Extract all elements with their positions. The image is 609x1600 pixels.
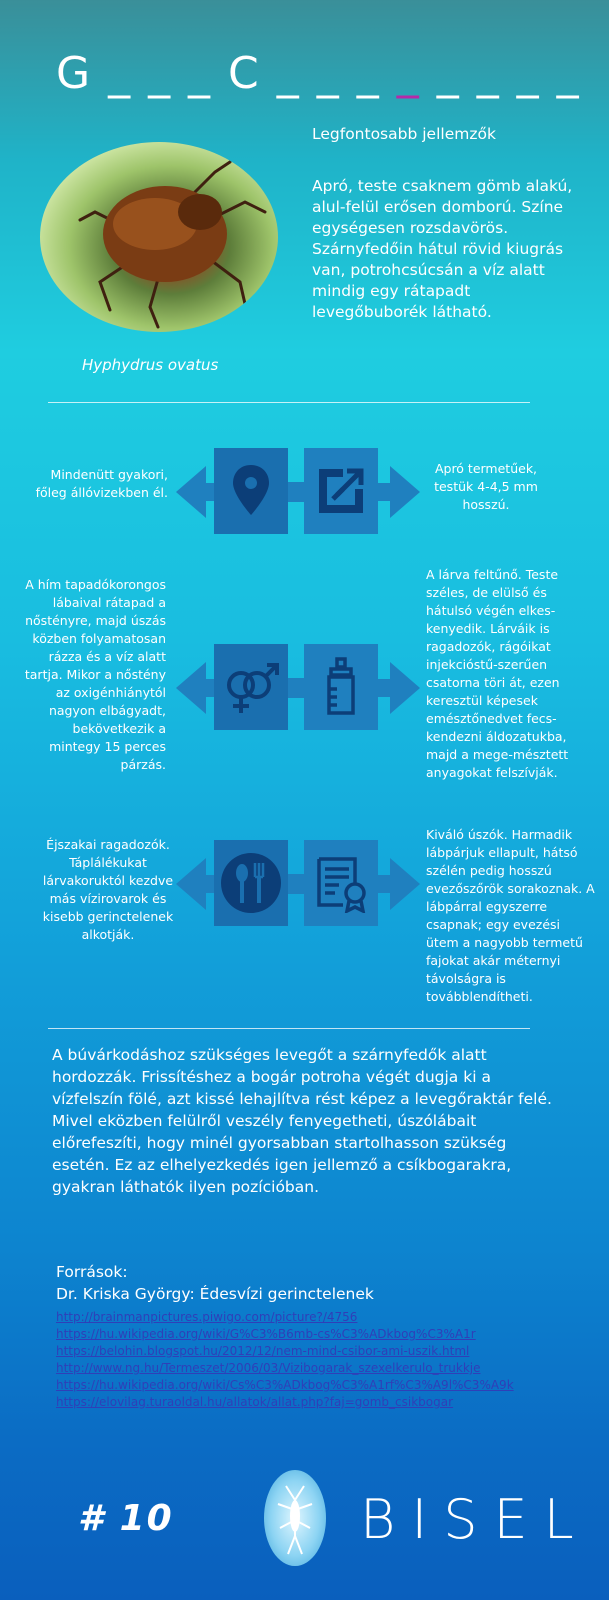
- beetle-illustration: [40, 142, 278, 332]
- title-part-1: G _ _ _ C _ _ _: [56, 48, 397, 99]
- title-part-2: _ _ _ _: [420, 48, 581, 99]
- beetle-photo: [40, 142, 278, 332]
- title-highlight: _: [396, 48, 421, 99]
- body-text: A búvárkodáshoz szükséges levegőt a szárnyfedők alatt hordozzák. Frissítéshez a bogár potroha végét dugja ki a vízfelszín fölé, azt kissé lehajlítva rést képez a levegőraktár felé. Mivel eközben felülről veszély fenyegetheti, úszólábait előrefeszíti, hogy minél gyorsabban startolhasson szükség esetén. Ez az elhelyezkedés igen jellemző a csíkbogarakra, gyakran láthatók ilyen pozícióban.: [52, 1046, 552, 1196]
- row3-icon-left-box: [214, 840, 288, 926]
- row1-arrow-left: [176, 466, 206, 518]
- row2-arrow-left: [176, 662, 206, 714]
- row1-bar-left: [204, 483, 214, 501]
- row3-connector: [288, 874, 304, 894]
- sources-heading: Források:: [56, 1263, 128, 1281]
- source-link-4[interactable]: http://www.ng.hu/Termeszet/2006/03/Vizibogarak_szexelkerulo_trukkje: [56, 1361, 481, 1375]
- mayfly-logo-icon: [264, 1470, 326, 1566]
- row2-arrow-right: [390, 662, 420, 714]
- divider-middle: [48, 1028, 530, 1029]
- row2-bar-left: [204, 679, 214, 697]
- row1-bar-right: [378, 483, 390, 501]
- row2-bar-right: [378, 679, 390, 697]
- gender-symbols-icon: [219, 655, 283, 719]
- row2-icon-right-box: [304, 644, 378, 730]
- row2-right-text: A lárva feltűnő. Teste széles, de elülső és hátulsó végén elkes-kenyedik. Lárváik is ragadozók, rágóikat injekcióstű-szerűen csatorna töri át, ezen keresztül képesek emésztőnedvet fecs-kendezni áldozatukba, majd a mege-mésztett anyagokat felszívják.: [426, 567, 569, 780]
- puzzle-title: [56, 48, 581, 99]
- species-caption: Hyphydrus ovatus: [82, 356, 219, 374]
- row1-connector: [288, 482, 304, 502]
- fork-spoon-icon: [219, 851, 283, 915]
- sources-author: Dr. Kriska György: Édesvízi gerinctelenek: [56, 1285, 374, 1303]
- row2-connector: [288, 678, 304, 698]
- row1-right-text: Apró termetűek, testük 4-4,5 mm hosszú.: [434, 461, 538, 512]
- row1-icon-right-box: [304, 448, 378, 534]
- source-link-5[interactable]: https://hu.wikipedia.org/wiki/Cs%C3%ADkbog%C3%A1rf%C3%A9l%C3%A9k: [56, 1378, 514, 1392]
- features-heading: Legfontosabb jellemzők: [312, 125, 496, 143]
- resize-icon: [313, 463, 369, 519]
- row1-left-text: Mindenütt gyakori, főleg állóvizekben él.: [35, 467, 168, 500]
- source-link-2[interactable]: https://hu.wikipedia.org/wiki/G%C3%B6mb-cs%C3%ADkbog%C3%A1r: [56, 1327, 476, 1341]
- row2-left-text: A hím tapadókorongos lábaival rátapad a nőstényre, majd úszás közben folyamatosan rázza és a víz alatt tartja. Mikor a nőstény az oxigénhiánytól nagyon elbágyadt, bekövetkezik a mintegy 15 perces párzás.: [24, 577, 166, 772]
- row3-bar-right: [378, 875, 390, 893]
- certificate-icon: [311, 853, 371, 913]
- row3-arrow-left: [176, 858, 206, 910]
- features-text: Apró, teste csaknem gömb alakú, alul-felül erősen domború. Színe egységesen rozsdavörös. Szárnyfedőin hátul rövid kiugrás van, potrohcsúcsán a víz alatt mindig egy rátapadt levegőbuborék látható.: [312, 177, 573, 321]
- sources-links: [56, 1309, 514, 1411]
- location-pin-icon: [229, 461, 273, 521]
- issue-number: # 10: [78, 1498, 174, 1539]
- row3-arrow-right: [390, 858, 420, 910]
- divider-top: [48, 402, 530, 403]
- source-link-3[interactable]: https://belohin.blogspot.hu/2012/12/nem-mind-csibor-ami-uszik.html: [56, 1344, 470, 1358]
- baby-bottle-icon: [319, 655, 363, 719]
- source-link-6[interactable]: https://elovilag.turaoldal.hu/allatok/allat.php?faj=gomb_csikbogar: [56, 1395, 454, 1409]
- row3-left-text: Éjszakai ragadozók. Táplálékukat lárvakoruktól kezdve más vízirovarok és kisebb gerinctelenek alkotják.: [42, 837, 174, 942]
- row3-icon-right-box: [304, 840, 378, 926]
- row3-bar-left: [204, 875, 214, 893]
- row1-icon-left-box: [214, 448, 288, 534]
- row2-icon-left-box: [214, 644, 288, 730]
- row3-right-text: Kiváló úszók. Harmadik lábpárjuk ellapult, hátsó szélén pedig hosszú evezőszőrök sorakoznak. A lábpárral egyszerre csapnak; egy evezési ütem a nagyobb termetű fajokat akár méternyi távolságra is továbblendítheti.: [426, 827, 595, 1004]
- source-link-1[interactable]: http://brainmanpictures.piwigo.com/picture?/4756: [56, 1310, 358, 1324]
- brand-wordmark: BISEL: [360, 1488, 590, 1551]
- row1-arrow-right: [390, 466, 420, 518]
